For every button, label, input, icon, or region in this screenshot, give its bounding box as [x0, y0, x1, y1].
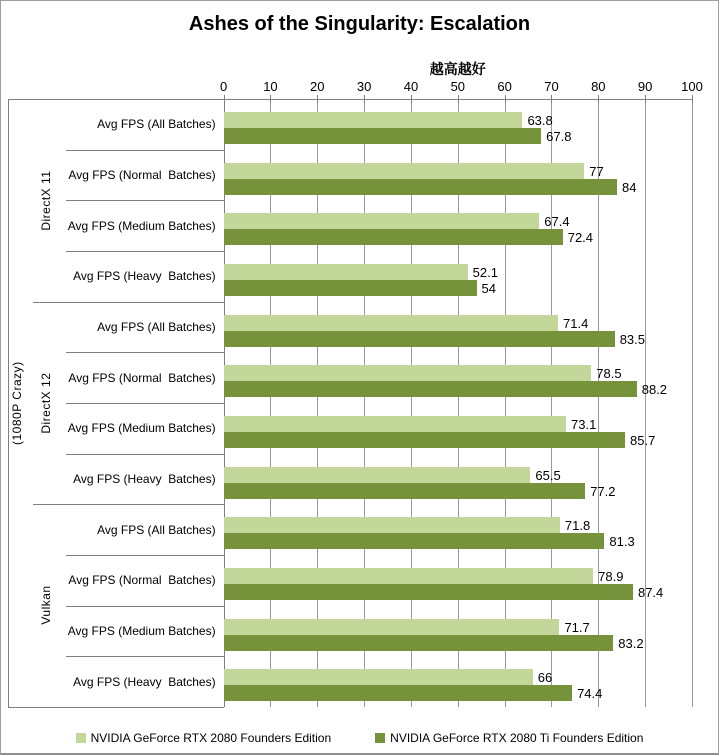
bar-rtx-2080-ti: [224, 128, 542, 144]
category-label: Avg FPS (Medium Batches): [67, 421, 216, 436]
chart-title: Ashes of the Singularity: Escalation: [188, 13, 531, 35]
category-label: Avg FPS (All Batches): [97, 117, 216, 132]
category-separator: [66, 606, 224, 607]
bar-rtx-2080-ti: [224, 432, 625, 448]
x-axis-tick-label: 50: [450, 79, 466, 94]
value-label: 83.2: [618, 635, 644, 651]
bar-rtx-2080: [224, 568, 594, 584]
bar-rtx-2080: [224, 163, 585, 179]
category-separator: [66, 251, 224, 252]
x-axis-tick-label: 80: [591, 79, 606, 94]
legend-label-rtx-2080: NVIDIA GeForce RTX 2080 Founders Edition: [90, 731, 332, 745]
category-label: Avg FPS (Normal Batches): [68, 168, 216, 182]
value-label: 63.8: [527, 113, 553, 128]
x-axis-tick-label: 90: [637, 79, 653, 94]
x-axis-tick-label: 0: [219, 79, 228, 94]
group-separator: [33, 504, 224, 505]
bar-rtx-2080-ti: [224, 584, 633, 600]
category-separator: [66, 200, 224, 201]
bar-rtx-2080: [224, 213, 540, 229]
value-label: 66: [537, 670, 553, 686]
x-axis-tick-label: 40: [403, 79, 419, 94]
bar-rtx-2080-ti: [224, 533, 605, 549]
value-label: 73.1: [571, 417, 597, 432]
value-label: 87.4: [637, 585, 664, 600]
value-label: 78.9: [598, 569, 624, 584]
category-label: Avg FPS (Medium Batches): [67, 624, 216, 638]
value-label: 81.3: [609, 534, 635, 550]
value-label: 71.4: [563, 315, 589, 331]
x-axis-tick-label: 100: [681, 79, 703, 94]
category-separator: [66, 454, 224, 455]
bar-rtx-2080: [224, 416, 566, 432]
value-label: 72.4: [567, 230, 594, 246]
value-label: 84: [622, 179, 637, 195]
x-axis-title: 越高越好: [429, 61, 486, 77]
x-axis-tick-label: 60: [497, 79, 512, 94]
bar-rtx-2080: [224, 264, 468, 280]
group-axis-label: Vulkan: [39, 586, 53, 626]
legend: [1, 727, 718, 749]
category-separator: [66, 656, 224, 657]
x-axis-tick: [692, 95, 693, 103]
category-label: Avg FPS (Heavy Batches): [73, 269, 216, 284]
value-label: 77: [589, 163, 604, 179]
category-separator: [66, 555, 224, 556]
legend-swatch-rtx-2080: [76, 733, 86, 743]
gridline: [645, 99, 646, 707]
group-axis-label: DirectX 11: [39, 170, 53, 231]
bar-rtx-2080: [224, 315, 558, 331]
gridline: [692, 99, 693, 707]
bar-rtx-2080: [224, 517, 560, 533]
value-label: 77.2: [590, 483, 616, 499]
legend-swatch-rtx-2080-ti: [375, 733, 385, 743]
category-axis-bottom: [8, 707, 224, 708]
bar-rtx-2080: [224, 112, 523, 128]
legend-label-rtx-2080-ti: NVIDIA GeForce RTX 2080 Ti Founders Edition: [390, 731, 644, 745]
category-label: Avg FPS (Medium Batches): [67, 218, 216, 233]
category-separator: [66, 150, 224, 151]
value-label: 71.7: [564, 619, 590, 635]
x-axis-tick-label: 20: [310, 79, 325, 94]
x-axis-line: [8, 99, 692, 100]
value-label: 88.2: [641, 382, 668, 398]
bar-rtx-2080: [224, 467, 531, 483]
resolution-label: (1080P Crazy): [10, 361, 24, 445]
bar-rtx-2080-ti: [224, 179, 617, 195]
x-axis-tick-label: 30: [356, 79, 372, 94]
group-separator: [33, 302, 224, 303]
value-label: 71.8: [564, 518, 591, 534]
legend-item-rtx-2080: [76, 731, 332, 745]
value-label: 67.4: [544, 214, 570, 230]
value-label: 65.5: [535, 467, 561, 483]
legend-item-rtx-2080-ti: [375, 731, 643, 745]
value-label: 67.8: [546, 129, 572, 144]
bar-rtx-2080-ti: [224, 685, 572, 701]
x-axis-tick-label: 10: [263, 79, 278, 94]
category-label: Avg FPS (All Batches): [97, 320, 216, 334]
bar-rtx-2080: [224, 365, 592, 381]
value-label: 83.5: [619, 331, 646, 347]
category-label: Avg FPS (All Batches): [97, 522, 216, 537]
category-separator: [66, 403, 224, 404]
group-axis-label: DirectX 12: [39, 372, 53, 434]
bar-rtx-2080-ti: [224, 635, 614, 651]
value-label: 78.5: [596, 366, 622, 382]
category-label: Avg FPS (Normal Batches): [68, 370, 216, 385]
bar-rtx-2080-ti: [224, 280, 477, 296]
bar-rtx-2080: [224, 669, 533, 685]
category-label: Avg FPS (Heavy Batches): [73, 472, 216, 486]
x-axis-tick-label: 70: [544, 79, 559, 94]
value-label: 85.7: [630, 433, 656, 448]
bar-rtx-2080-ti: [224, 331, 615, 347]
bar-rtx-2080-ti: [224, 229, 563, 245]
bar-rtx-2080-ti: [224, 483, 586, 499]
category-label: Avg FPS (Normal Batches): [68, 573, 216, 588]
bar-rtx-2080: [224, 619, 560, 635]
value-label: 74.4: [577, 686, 603, 702]
category-separator: [66, 352, 224, 353]
value-label: 52.1: [472, 265, 498, 280]
category-label: Avg FPS (Heavy Batches): [73, 674, 216, 689]
bar-rtx-2080-ti: [224, 381, 637, 397]
value-label: 54: [481, 281, 496, 296]
